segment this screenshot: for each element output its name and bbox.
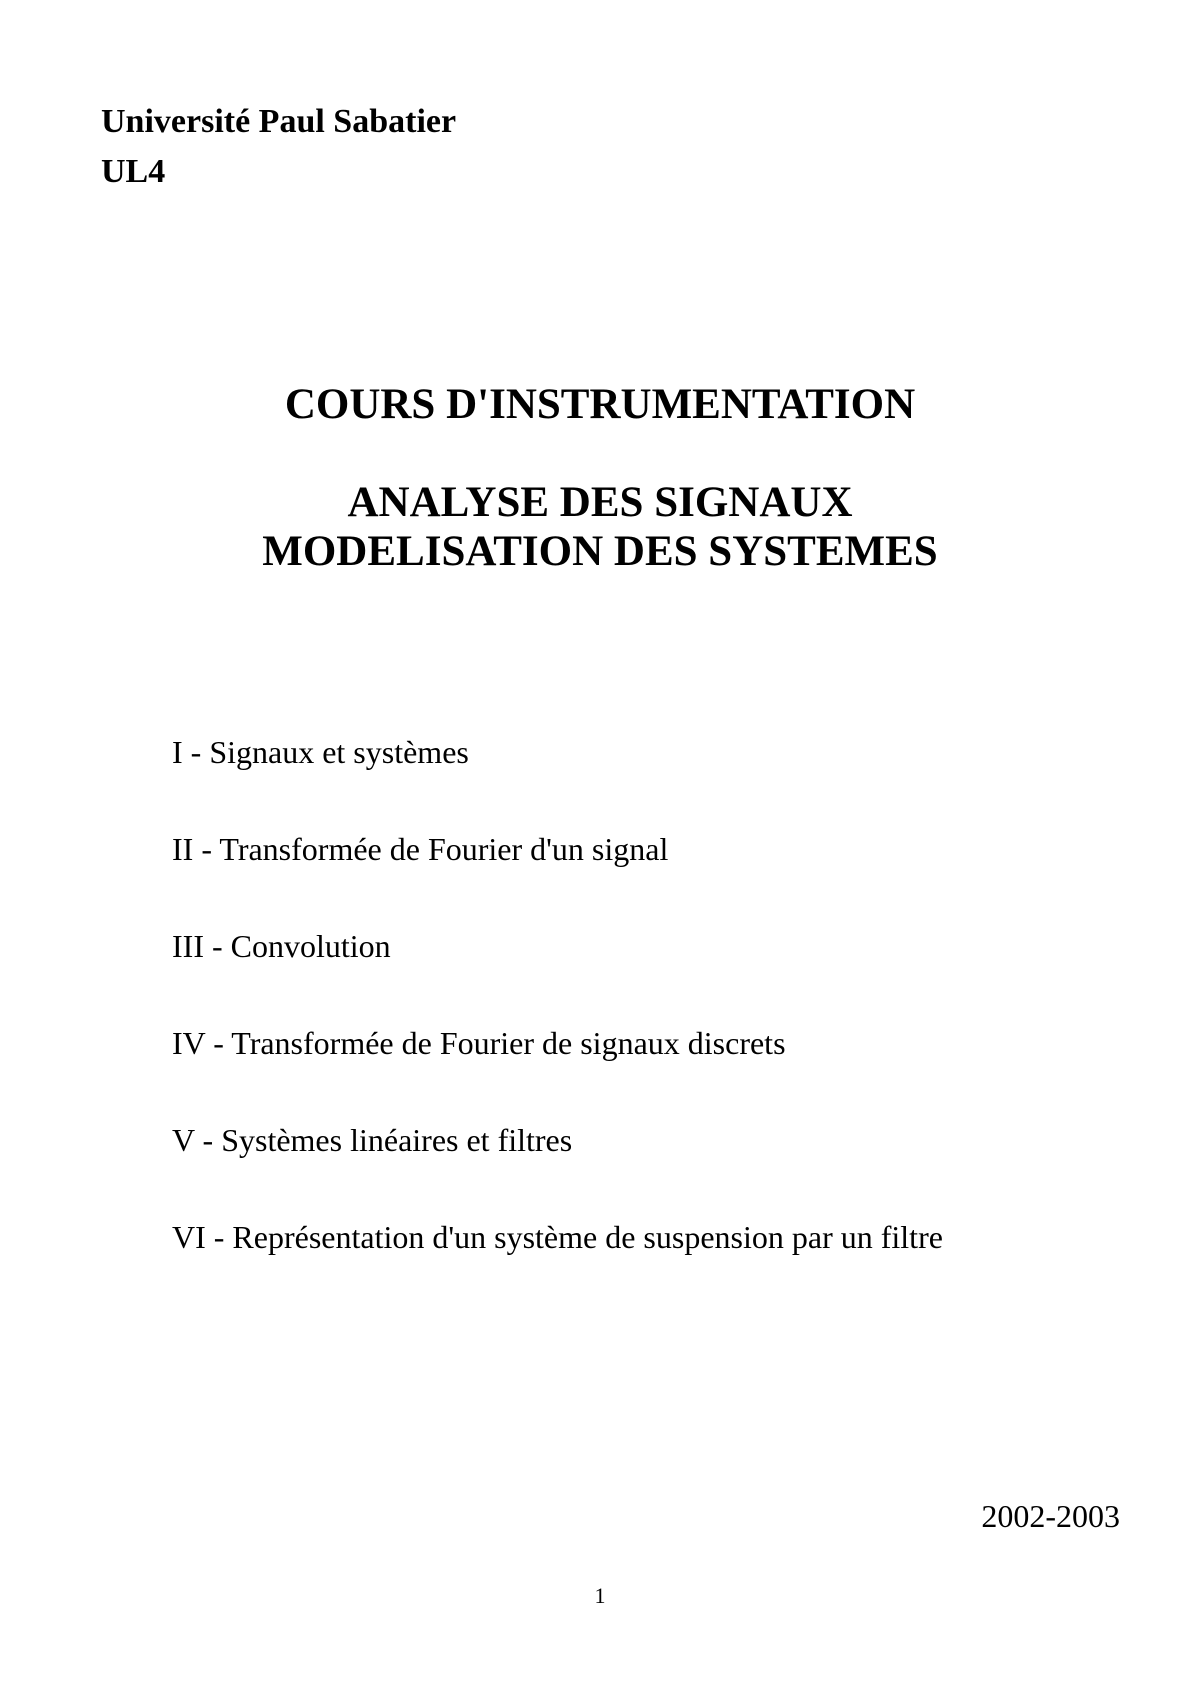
toc-item: VI - Représentation d'un système de suspension par un filtre: [172, 1219, 943, 1255]
subtitle-line-1: ANALYSE DES SIGNAUX: [347, 479, 853, 526]
academic-year: 2002-2003: [981, 1498, 1120, 1534]
toc-item: IV - Transformée de Fourier de signaux discrets: [172, 1025, 786, 1061]
page-number: 1: [594, 1583, 606, 1608]
subtitle-line-2: MODELISATION DES SYSTEMES: [262, 528, 938, 575]
toc-item: III - Convolution: [172, 928, 391, 964]
toc-item: V - Systèmes linéaires et filtres: [172, 1122, 573, 1158]
course-title: COURS D'INSTRUMENTATION: [284, 381, 916, 428]
toc-item: I - Signaux et systèmes: [172, 734, 469, 770]
institution-name: Université Paul Sabatier: [101, 103, 457, 140]
toc-item: II - Transformée de Fourier d'un signal: [172, 831, 669, 867]
course-code: UL4: [101, 153, 166, 190]
